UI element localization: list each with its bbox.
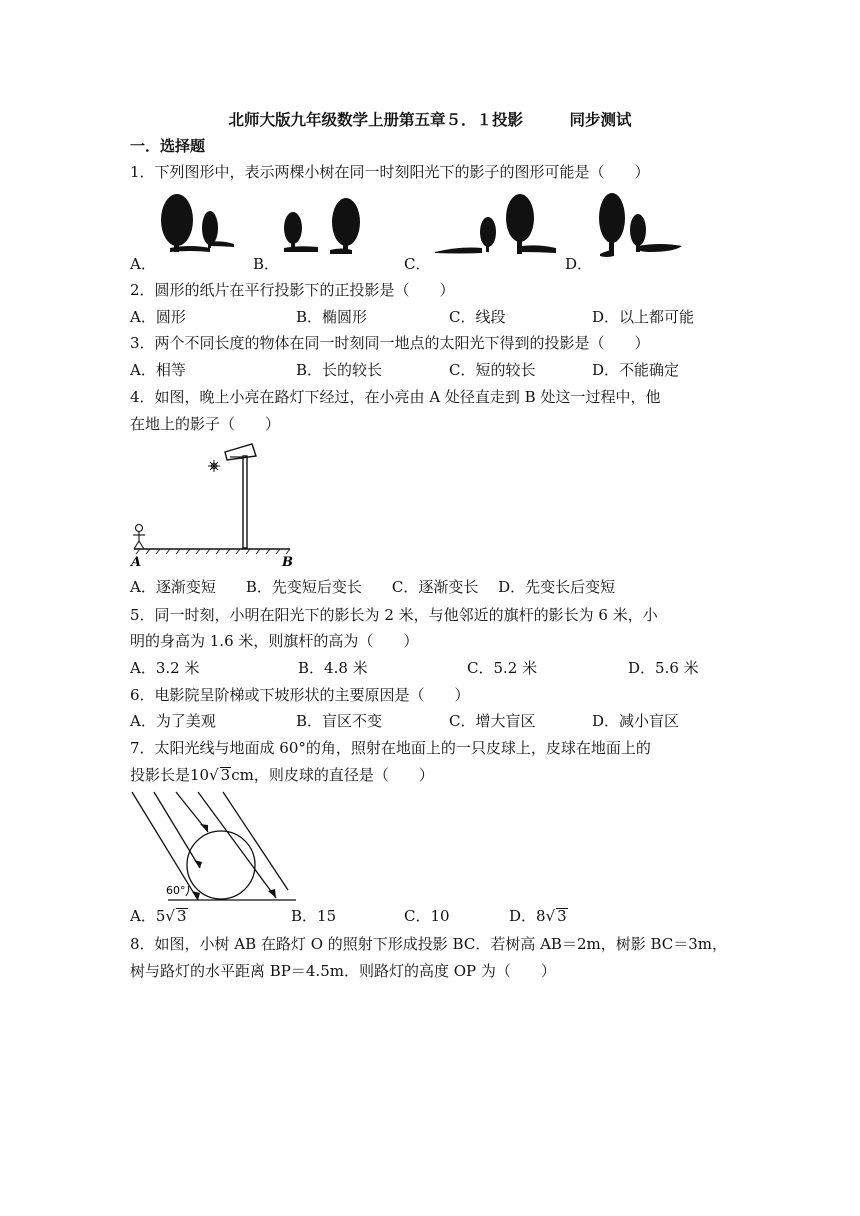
q5-option-b: B．4.8 米 bbox=[298, 659, 368, 677]
radical-expression: 10 bbox=[190, 766, 210, 784]
q1-option-c: C． bbox=[404, 255, 431, 273]
q2-option-b: B．椭圆形 bbox=[296, 308, 368, 326]
q2-option-c: C．线段 bbox=[449, 308, 506, 326]
q7-option-c: C．10 bbox=[404, 907, 450, 925]
question-4-stem-line1: 4．如图，晚上小亮在路灯下经过，在小亮由 A 处径直走到 B 处这一过程中，他 bbox=[130, 388, 661, 406]
q3-option-b: B．长的较长 bbox=[296, 361, 383, 379]
question-5-stem-line2: 明的身高为 1.6 米，则旗杆的高为（ ） bbox=[130, 632, 419, 650]
q7-option-d: D．8√ 3 bbox=[509, 907, 567, 925]
q6-option-b: B．盲区不变 bbox=[296, 712, 383, 730]
q7-sunlight-ball-figure bbox=[128, 790, 303, 905]
lamp-light-icon bbox=[208, 460, 220, 472]
question-7-stem-line1: 7．太阳光线与地面成 60°的角，照射在地面上的一只皮球上，皮球在地面上的 bbox=[130, 739, 651, 757]
q3-option-c: C．短的较长 bbox=[449, 361, 536, 379]
q1-option-b: B． bbox=[253, 255, 280, 273]
q3-option-d: D．不能确定 bbox=[592, 361, 680, 379]
q5-option-a: A．3.2 米 bbox=[130, 659, 200, 677]
point-b-label: B bbox=[282, 555, 293, 570]
tree-figure-c bbox=[435, 194, 556, 254]
question-1-stem: 1．下列图形中，表示两棵小树在同一时刻阳光下的影子的图形可能是（ ） bbox=[130, 163, 650, 181]
q5-option-d: D．5.6 米 bbox=[628, 659, 699, 677]
q4-streetlight-figure bbox=[130, 438, 300, 568]
q6-option-a: A．为了美观 bbox=[130, 712, 216, 730]
q3-option-a: A．相等 bbox=[130, 361, 186, 379]
section-heading: 一．选择题 bbox=[130, 137, 206, 155]
q7-option-a: A．5√ 3 bbox=[130, 907, 187, 925]
question-8-stem-line2: 树与路灯的水平距离 BP＝4.5m．则路灯的高度 OP 为（ ） bbox=[130, 962, 556, 980]
q6-option-c: C．增大盲区 bbox=[449, 712, 536, 730]
question-5-stem-line1: 5．同一时刻，小明在阳光下的影长为 2 米，与他邻近的旗杆的影长为 6 米，小 bbox=[130, 606, 658, 624]
q6-option-d: D．减小盲区 bbox=[592, 712, 680, 730]
question-6-stem: 6．电影院呈阶梯或下坡形状的主要原因是（ ） bbox=[130, 686, 470, 704]
q2-option-a: A．圆形 bbox=[130, 308, 186, 326]
question-4-stem-line2: 在地上的影子（ ） bbox=[130, 415, 281, 433]
q1-option-d: D． bbox=[565, 255, 593, 273]
question-8-stem-line1: 8．如图，小树 AB 在路灯 O 的照射下形成投影 BC．若树高 AB＝2m，树影 BC＝3m， bbox=[130, 935, 728, 953]
q7-option-b: B．15 bbox=[291, 907, 337, 925]
tree-figure-b bbox=[284, 198, 360, 254]
page-title: 北师大版九年级数学上册第五章５．１投影 同步测试 bbox=[228, 110, 632, 129]
angle-label: 60° bbox=[166, 884, 186, 897]
q4-options: A．逐渐变短 B．先变短后变长 C．逐渐变长 D．先变长后变短 bbox=[130, 578, 616, 596]
q2-option-d: D．以上都可能 bbox=[592, 308, 695, 326]
tree-figure-d bbox=[599, 193, 682, 257]
question-7-stem-line2: 投影长是10√ 3cm，则皮球的直径是（ ） bbox=[130, 766, 434, 784]
point-a-label: A bbox=[131, 555, 142, 570]
question-2-stem: 2．圆形的纸片在平行投影下的正投影是（ ） bbox=[130, 281, 455, 299]
q1-option-a: A． bbox=[130, 255, 156, 273]
question-3-stem: 3．两个不同长度的物体在同一时刻同一地点的太阳光下得到的投影是（ ） bbox=[130, 334, 650, 352]
q5-option-c: C．5.2 米 bbox=[467, 659, 538, 677]
person-icon bbox=[133, 525, 145, 550]
tree-figure-a bbox=[161, 194, 234, 252]
